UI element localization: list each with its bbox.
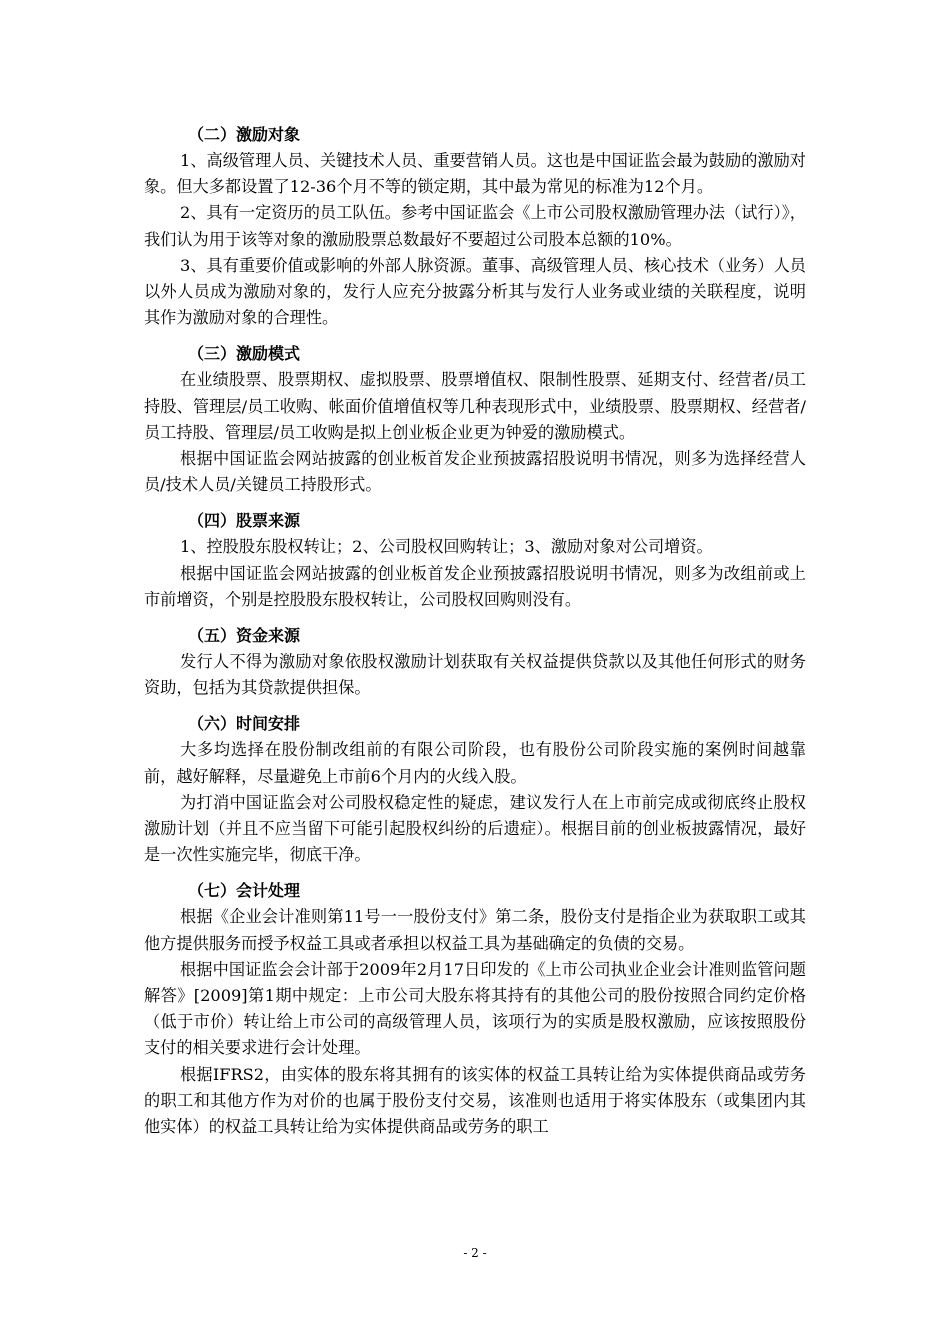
section-heading: （二）激励对象 <box>188 125 301 144</box>
paragraph: 1、控股股东股权转让；2、公司股权回购转让；3、激励对象对公司增资。 <box>180 537 713 557</box>
paragraph: 根据IFRS2，由实体的股东将其拥有的该实体的权益工具转让给为实体提供商品或劳务的职工和其他方作为对价的也属于股份支付交易，该准则也适用于将实体股东（或集团内其他实体）的权益工具转让给为实体提供商品或劳务的职工 <box>144 1064 806 1137</box>
section-timing <box>144 711 806 868</box>
section-incentive-model <box>144 341 806 498</box>
section-fund-source <box>144 623 806 701</box>
section-incentive-targets <box>144 122 806 331</box>
document-body <box>144 122 806 1150</box>
paragraph: 根据《企业会计准则第11号一一股份支付》第二条，股份支付是指企业为获取职工或其他方提供服务而授予权益工具或者承担以权益工具为基础确定的负债的交易。 <box>144 907 806 953</box>
paragraph: 2、具有一定资历的员工队伍。参考中国证监会《上市公司股权激励管理办法（试行）》，我们认为用于该等对象的激励股票总数最好不要超过公司股本总额的10%。 <box>144 203 806 249</box>
section-heading: （五）资金来源 <box>188 626 301 646</box>
paragraph: 3、具有重要价值或影响的外部人脉资源。董事、高级管理人员、核心技术（业务）人员以外人员成为激励对象的，发行人应充分披露分析其与发行人业务或业绩的关联程度，说明其作为激励对象的合理性。 <box>144 255 806 328</box>
paragraph: 根据中国证监会网站披露的创业板首发企业预披露招股说明书情况，则多为选择经营人员/技术人员/关键员工持股形式。 <box>144 449 806 495</box>
paragraph: 根据中国证监会会计部于2009年2月17日印发的《上市公司执业企业会计准则监管问题解答》[2009]第1期中规定：上市公司大股东将其持有的其他公司的股份按照合同约定价格（低于市价）转让给上市公司的高级管理人员，该项行为的实质是股权激励，应该按照股份支付的相关要求进行会计处理。 <box>144 959 806 1058</box>
paragraph: 1、高级管理人员、关键技术人员、重要营销人员。这也是中国证监会最为鼓励的激励对象。但大多都设置了12-36个月不等的锁定期，其中最为常见的标准为12个月。 <box>144 151 806 197</box>
page-number: - 2 - <box>463 1246 487 1260</box>
paragraph: 根据中国证监会网站披露的创业板首发企业预披露招股说明书情况，则多为改组前或上市前增资，个别是控股股东股权转让，公司股权回购则没有。 <box>144 563 806 609</box>
paragraph: 发行人不得为激励对象依股权激励计划获取有关权益提供贷款以及其他任何形式的财务资助，包括为其贷款提供担保。 <box>144 652 806 698</box>
section-heading: （四）股票来源 <box>188 511 301 531</box>
paragraph: 大多均选择在股份制改组前的有限公司阶段，也有股份公司阶段实施的案例时间越靠前，越好解释，尽量避免上市前6个月内的火线入股。 <box>144 740 806 786</box>
section-share-source <box>144 508 806 613</box>
section-accounting <box>144 878 806 1140</box>
paragraph: 在业绩股票、股票期权、虚拟股票、股票增值权、限制性股票、延期支付、经营者/员工持股、管理层/员工收购、帐面价值增值权等几种表现形式中，业绩股票、股票期权、经营者/员工持股、管理层/员工收购是拟上创业板企业更为钟爱的激励模式。 <box>144 370 806 442</box>
section-heading: （七）会计处理 <box>188 881 301 901</box>
paragraph: 为打消中国证监会对公司股权稳定性的疑虑，建议发行人在上市前完成或彻底终止股权激励计划（并且不应当留下可能引起股权纠纷的后遗症）。根据目前的创业板披露情况，最好是一次性实施完毕，彻底干净。 <box>144 792 806 865</box>
section-heading: （三）激励模式 <box>188 344 301 364</box>
section-heading: （六）时间安排 <box>188 714 301 734</box>
